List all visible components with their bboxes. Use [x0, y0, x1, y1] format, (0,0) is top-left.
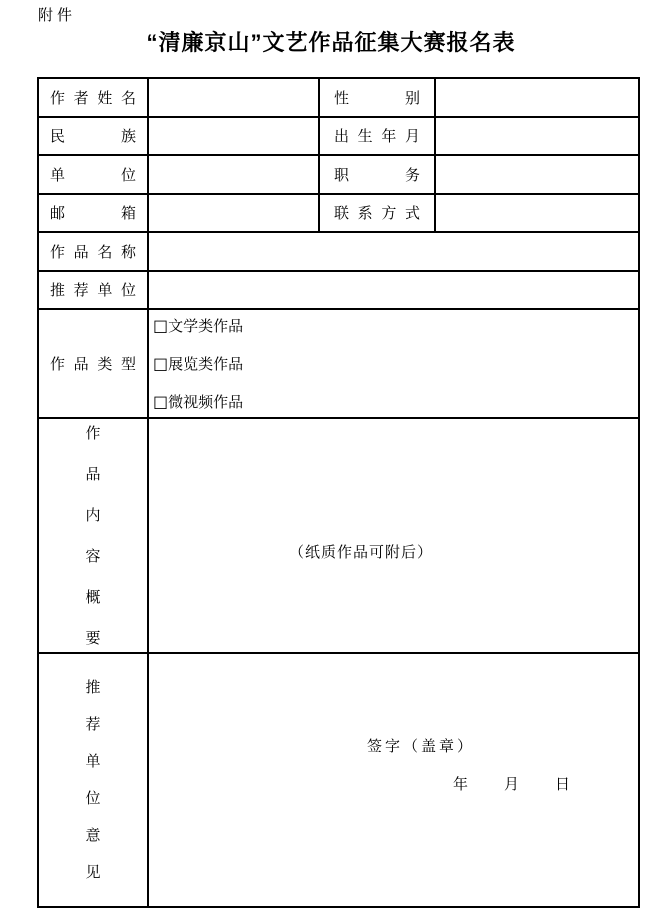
unit-opinion-input-cell[interactable] — [148, 653, 639, 907]
checkbox-icon[interactable]: □ — [153, 391, 169, 411]
work-type-option-label: 微视频作品 — [168, 392, 244, 411]
attachment-label: 附件 — [38, 6, 77, 24]
field-label-author-name: 作者姓名 — [38, 78, 148, 117]
work-type-option-label: 文学类作品 — [168, 316, 244, 335]
field-label-work-unit: 单位 — [38, 155, 148, 194]
author-name-input-cell[interactable] — [148, 78, 319, 117]
recommending-unit-input-cell[interactable] — [148, 271, 639, 310]
row-recommending-unit — [38, 271, 639, 310]
work-title-input-cell[interactable] — [148, 232, 639, 271]
unit-opinion-vertical-label: 推 荐 单 位 意 见 — [85, 678, 101, 881]
field-label-ethnicity: 民族 — [38, 117, 148, 156]
ethnicity-input-cell[interactable] — [148, 117, 319, 156]
contact-input-cell[interactable] — [435, 194, 639, 233]
row-email-contact — [38, 194, 639, 233]
field-label-unit-opinion — [38, 653, 148, 907]
work-type-option-micro-video[interactable] — [153, 391, 638, 413]
row-unit-opinion — [38, 653, 639, 907]
row-unit-position — [38, 155, 639, 194]
row-work-title — [38, 232, 639, 271]
field-label-position: 职务 — [319, 155, 435, 194]
checkbox-icon[interactable]: □ — [153, 315, 169, 335]
row-ethnicity-birthdate — [38, 117, 639, 156]
email-input-cell[interactable] — [148, 194, 319, 233]
checkbox-icon[interactable]: □ — [153, 353, 169, 373]
content-summary-input-cell[interactable] — [148, 418, 639, 653]
work-type-options-cell — [148, 309, 639, 418]
row-author-gender — [38, 78, 639, 117]
work-type-option-exhibition[interactable] — [153, 353, 638, 375]
row-content-summary — [38, 418, 639, 653]
field-label-contact: 联系方式 — [319, 194, 435, 233]
registration-form-table — [37, 77, 640, 908]
field-label-email: 邮箱 — [38, 194, 148, 233]
field-label-content-summary — [38, 418, 148, 653]
field-label-work-type: 作品类型 — [38, 309, 148, 418]
date-label: 年 月 日 — [453, 775, 573, 793]
work-type-option-label: 展览类作品 — [168, 354, 244, 373]
row-work-type — [38, 309, 639, 418]
paper-attachment-note: （纸质作品可附后） — [288, 543, 433, 561]
field-label-work-title: 作品名称 — [38, 232, 148, 271]
birth-date-input-cell[interactable] — [435, 117, 639, 156]
field-label-recommending-unit: 推荐单位 — [38, 271, 148, 310]
field-label-gender: 性别 — [319, 78, 435, 117]
field-label-birth-date: 出生年月 — [319, 117, 435, 156]
work-unit-input-cell[interactable] — [148, 155, 319, 194]
work-type-options — [153, 315, 638, 413]
form-title: “清廉京山”文艺作品征集大赛报名表 — [146, 30, 516, 55]
gender-input-cell[interactable] — [435, 78, 639, 117]
work-type-option-literature[interactable] — [153, 315, 638, 337]
content-summary-vertical-label: 作 品 内 容 概 要 — [85, 423, 101, 647]
signature-stamp-label: 签字（盖章） — [367, 737, 476, 755]
position-input-cell[interactable] — [435, 155, 639, 194]
